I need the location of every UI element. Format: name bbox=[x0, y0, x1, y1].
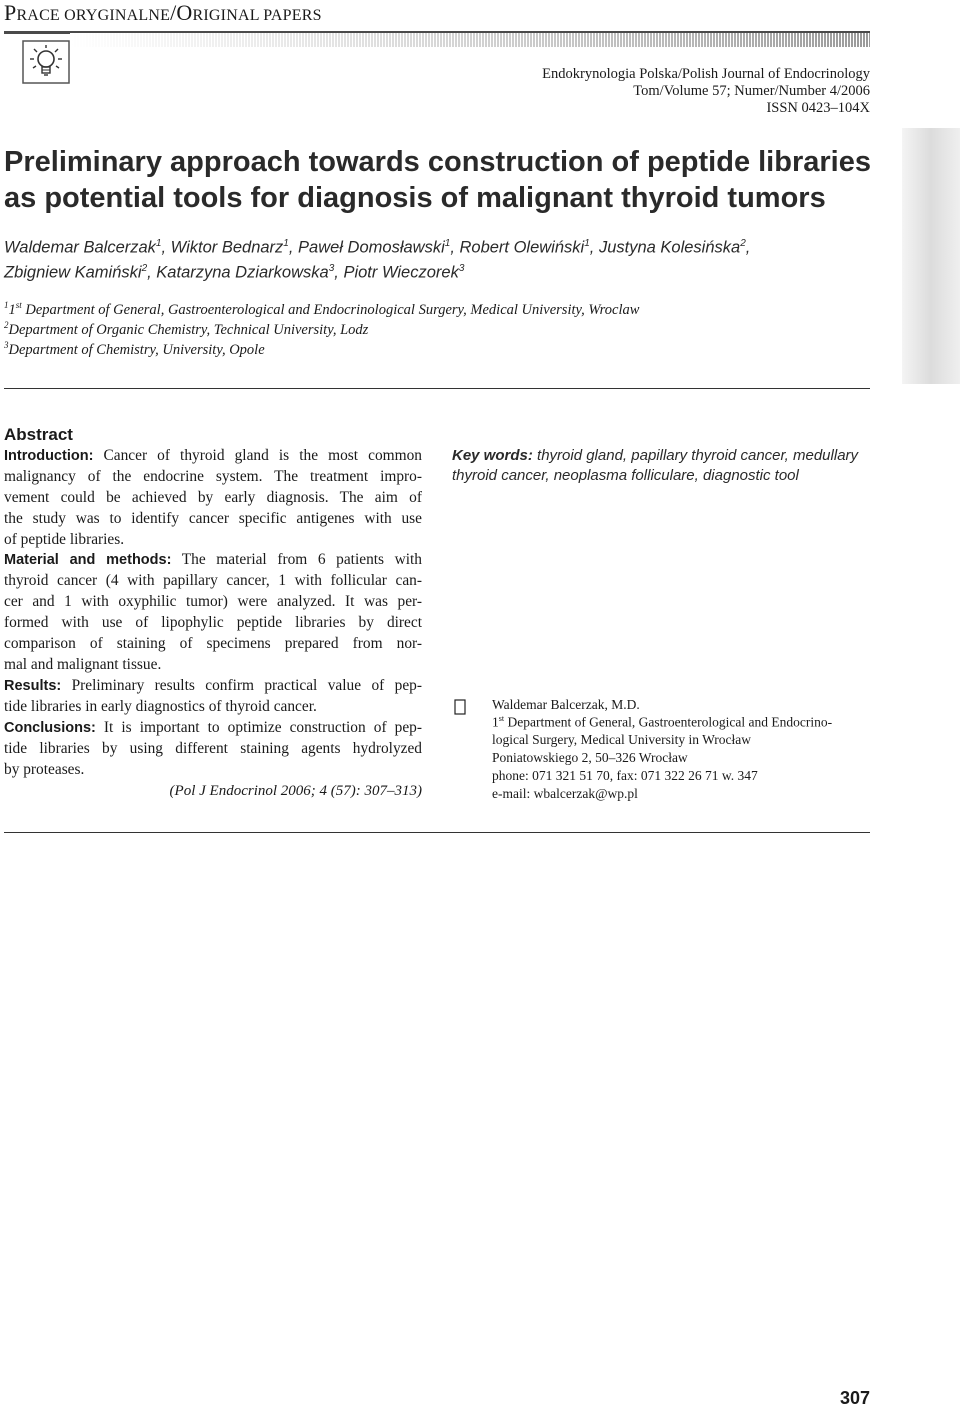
divider bbox=[4, 832, 870, 833]
author-aff-mark: 3 bbox=[458, 263, 465, 274]
affiliation-3 bbox=[4, 340, 265, 359]
author-aff-mark: 2 bbox=[141, 263, 148, 274]
keywords-line-2: thyroid cancer, neoplasma folliculare, diagnostic tool bbox=[452, 467, 799, 484]
author-aff-mark: 1 bbox=[155, 238, 162, 249]
side-tab-strip bbox=[902, 128, 960, 384]
correspondence-dept-line-2: logical Surgery, Medical University in Wrocław bbox=[492, 732, 752, 747]
abstract-line: vement could be achieved by early diagnosis. The aim of bbox=[4, 489, 422, 506]
author-aff-mark: 1 bbox=[283, 238, 289, 249]
author-aff-mark: 3 bbox=[328, 263, 335, 274]
page-number: 307 bbox=[839, 1388, 870, 1408]
abstract-text: Cancer of thyroid gland is the most common bbox=[93, 447, 422, 464]
section-header-cap-2: O bbox=[176, 0, 193, 25]
author-name: Waldemar Balcerzak bbox=[4, 238, 156, 257]
abstract-line bbox=[4, 550, 422, 570]
header-gradient-bar bbox=[70, 33, 870, 47]
affiliation-1 bbox=[4, 300, 639, 319]
dept-ordinal-suffix: st bbox=[498, 714, 505, 723]
section-header-cap-1: P bbox=[4, 0, 17, 25]
journal-name: Endokrynologia Polska/Polish Journal of Endocrinology bbox=[542, 66, 870, 82]
abstract-text: Preliminary results confirm practical value of pep- bbox=[61, 677, 422, 694]
article-title-line-2: as potential tools for diagnosis of malignant thyroid tumors bbox=[4, 182, 826, 214]
affiliation-mark: 1 bbox=[4, 300, 9, 310]
abstract-line: the study was to identify cancer specific antigenes with use bbox=[4, 510, 422, 527]
author-aff-mark: 2 bbox=[740, 238, 746, 249]
section-header-slash: / bbox=[170, 0, 177, 25]
abstract-heading: Abstract bbox=[4, 425, 73, 444]
correspondence-dept-line-1 bbox=[492, 714, 832, 731]
abstract-line bbox=[4, 676, 422, 696]
affiliation-mark: 2 bbox=[4, 320, 9, 330]
author-name: Justyna Kolesińska bbox=[598, 238, 741, 257]
keywords-label: Key words: bbox=[452, 447, 533, 464]
author-aff-mark: 1 bbox=[444, 238, 451, 249]
author-name: Piotr Wieczorek bbox=[343, 263, 459, 282]
section-header-small-1: RACE ORYGINALNE bbox=[16, 7, 171, 24]
affiliation-mark: 3 bbox=[4, 340, 9, 350]
abstract-line: malignancy of the endocrine system. The treatment impro- bbox=[4, 468, 422, 485]
abstract-line: by proteases. bbox=[4, 761, 85, 778]
abstract-line: comparison of staining of specimens prepared from nor- bbox=[4, 635, 422, 652]
dept-ordinal: 1 bbox=[492, 714, 499, 730]
author-name: Wiktor Bednarz bbox=[170, 238, 284, 257]
correspondence-phone: phone: 071 321 51 70, fax: 071 322 26 71 w. 347 bbox=[492, 768, 758, 783]
divider bbox=[4, 388, 870, 389]
abstract-line: cer and 1 with oxyphilic tumor) were analyzed. It was per- bbox=[4, 593, 422, 610]
authors-line-2: Zbigniew Kamiński$^2$, Katarzyna Dziarkowska$^3$, Piotr Wieczorek$^3$ bbox=[4, 263, 465, 282]
abstract-text: It is important to optimize construction of pep- bbox=[95, 719, 422, 736]
correspondence-icon bbox=[454, 699, 466, 715]
keywords-text: thyroid gland, papillary thyroid cancer, medullary bbox=[532, 447, 859, 464]
results-label: Results: bbox=[4, 678, 62, 694]
affiliation-ordinal-suffix: st bbox=[15, 300, 22, 310]
abstract-line: thyroid cancer (4 with papillary cancer, 1 with follicular can- bbox=[4, 572, 422, 589]
author-name: Katarzyna Dziarkowska bbox=[156, 263, 329, 282]
introduction-label: Introduction: bbox=[4, 448, 94, 464]
author-name: Zbigniew Kamiński bbox=[4, 263, 142, 282]
abstract-line bbox=[4, 718, 422, 738]
correspondence-name: Waldemar Balcerzak, M.D. bbox=[492, 697, 640, 712]
affiliation-text: Department of General, Gastroenterological and Endocrinological Surgery, Medical University, Wroclaw bbox=[21, 301, 640, 318]
abstract-line bbox=[4, 446, 422, 466]
keywords-line-1 bbox=[452, 447, 858, 464]
article-title-line-1: Preliminary approach towards construction of peptide libraries bbox=[4, 146, 871, 178]
dept-text: Department of General, Gastroenterological and Endocrino- bbox=[504, 714, 833, 730]
section-header bbox=[4, 0, 322, 26]
conclusions-label: Conclusions: bbox=[4, 720, 96, 736]
correspondence-email: e-mail: wbalcerzak@wp.pl bbox=[492, 786, 638, 801]
journal-issn: ISSN 0423–104X bbox=[766, 100, 870, 116]
journal-volume: Tom/Volume 57; Numer/Number 4/2006 bbox=[633, 83, 870, 99]
abstract-text: The material from 6 patients with bbox=[171, 551, 423, 568]
citation: (Pol J Endocrinol 2006; 4 (57): 307–313) bbox=[169, 783, 422, 799]
affiliation-ordinal: 1 bbox=[8, 301, 16, 318]
abstract-line: of peptide libraries. bbox=[4, 531, 125, 548]
abstract-line: tide libraries by using different staining agents hydrolyzed bbox=[4, 740, 422, 757]
lightbulb-icon bbox=[22, 40, 70, 84]
correspondence-address: Poniatowskiego 2, 50–326 Wrocław bbox=[492, 750, 688, 765]
author-name: Paweł Domosławski bbox=[298, 238, 445, 257]
author-aff-mark: 1 bbox=[584, 238, 590, 249]
abstract-line: mal and malignant tissue. bbox=[4, 656, 162, 673]
affiliation-text: Department of Chemistry, University, Opole bbox=[8, 341, 265, 358]
authors-line-1: Waldemar Balcerzak$^1$, Wiktor Bednarz$^1$, Paweł Domosławski$^1$, Robert Olewiński$^1$, Justyna Kolesińska$^2$, bbox=[4, 238, 751, 257]
abstract-line: tide libraries in early diagnostics of thyroid cancer. bbox=[4, 698, 317, 715]
author-name: Robert Olewiński bbox=[459, 238, 585, 257]
section-header-small-2: RIGINAL PAPERS bbox=[192, 7, 322, 24]
methods-label: Material and methods: bbox=[4, 552, 172, 568]
affiliation-2 bbox=[4, 320, 368, 339]
affiliation-text: Department of Organic Chemistry, Technical University, Lodz bbox=[8, 321, 369, 338]
abstract-line: formed with use of lipophylic peptide libraries by direct bbox=[4, 614, 422, 631]
